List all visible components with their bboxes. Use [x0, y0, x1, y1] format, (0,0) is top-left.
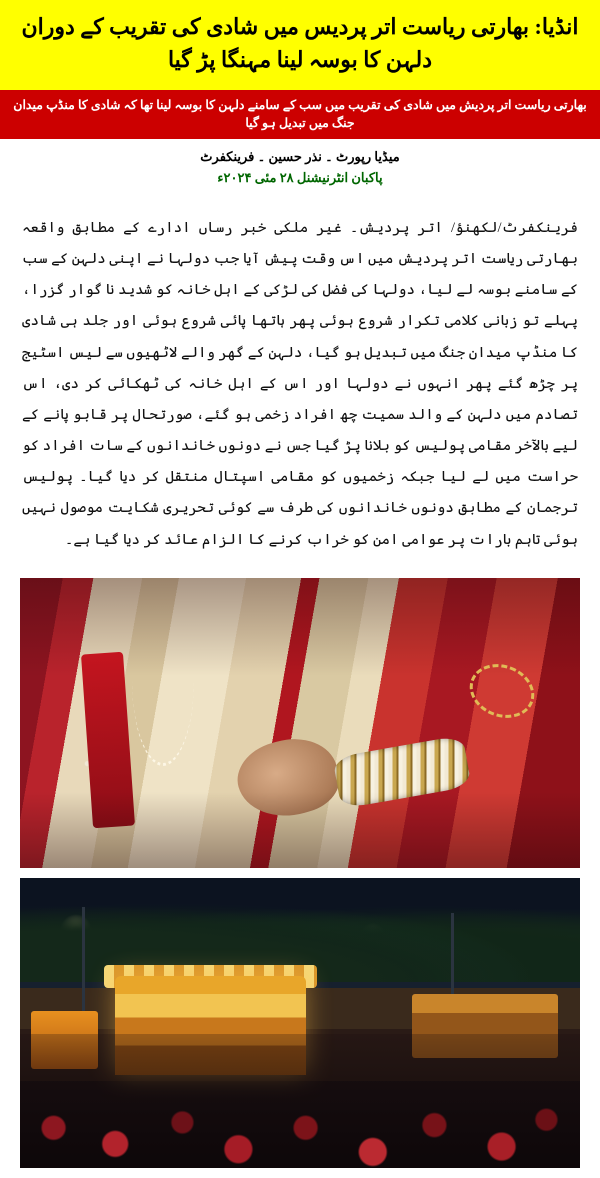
- wedding-venue-night-photo: [20, 878, 580, 1168]
- photo-wrap-venue: [0, 878, 600, 1178]
- pearl-strand: [132, 595, 194, 766]
- publication-dateline: پاکبان انٹرنیشنل ۲۸ مئی ۲۰۲۴ء: [217, 170, 383, 186]
- page-title: انڈیا: بھارتی ریاست اتر پردیس میں شادی کی تقریب کے دوران دلہن کا بوسہ لینا مہنگا پڑ گیا: [21, 14, 579, 72]
- subheadline-text: بھارتی ریاست اتر پردیش میں شادی کی تقریب میں سب کے سامنے دلہن کا بوسہ لینا تھا کہ شادی کا منڈپ میدان جنگ میں تبدیل ہو گیا: [13, 98, 587, 131]
- reporter-byline: میڈیا رپورٹ ۔ نذر حسین ۔ فرینکفرٹ: [200, 149, 400, 165]
- article-paragraph: فرینکفرٹ/لکھنؤ/ اتر پردیش۔ غیر ملکی خبر رساں ادارے کے مطابق واقعہ بھارتی ریاست اتر پردیش میں اس وقت پیش آیا جب دولہا نے اپنی دلہن کے سب کے سامنے بوسہ لے لیا، دولہا کی فضل کی لڑکی کے اہل خانہ کو شدید نا گوار گزرا، پہلے تو زبانی کلامی تکرار شروع ہوئی پھر ہاتھا پائی شروع ہوئی اور جلد ہی شادی کا منڈپ میدان جنگ میں تبدیل ہو گیا، دلہن کے گھر والے لاٹھیوں سے لیس اسٹیج پر چڑھ گئے پھر انہوں نے دولہا اور اس کے اہل خانہ کی ٹھکائی کر دی، اس تصادم میں دلہن کے والد سمیت چھ افراد زخمی ہو گئے، صورتحال پر قابو پانے کے لیے بالآخر مقامی پولیس کو بلانا پڑ گیا جس نے دونوں خاندانوں کے سات افراد کو حراست میں لے لیا جبکہ زخمیوں کو مقامی اسپتال منتقل کر دیا گیا۔ پولیس ترجمان کے مطابق دونوں خاندانوں کی طرف سے کوئی تحریری شکایت موصول نہیں ہوئی تاہم بارات پر عوامی امن کو خراب کرنے کا الزام عائد کر دیا گیا ہے۔: [22, 219, 578, 548]
- crowd-of-guests: [20, 1034, 580, 1167]
- photo-wrap-couple: [0, 578, 600, 878]
- light-pole-icon: [82, 907, 85, 1023]
- byline-block: [0, 139, 600, 195]
- headline-banner: [0, 0, 600, 90]
- article-body: [0, 195, 600, 578]
- subheadline-strip: [0, 90, 600, 139]
- wedding-couple-photo: [20, 578, 580, 868]
- photo-shade-bottom: [20, 792, 580, 867]
